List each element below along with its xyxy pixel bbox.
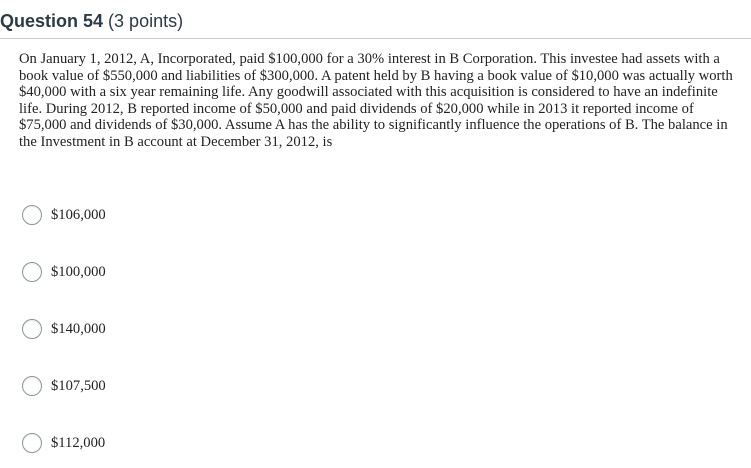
answer-label: $100,000 (51, 263, 106, 280)
question-number: Question 54 (0, 11, 104, 31)
answer-option-4[interactable] (22, 374, 106, 398)
answer-option-2[interactable] (22, 260, 106, 284)
question-text: On January 1, 2012, A, Incorporated, paid $100,000 for a 30% interest in B Corporation. This investee had assets with a book value of $550,000 and liabilities of $300,000. A patent held by B having a book value of $10,000 was actually worth $40,000 with a six year remaining life. Any goodwill associated with this acquisition is considered to have an indefinite life. During 2012, B reported income of $50,000 and paid dividends of $20,000 while in 2013 it reported income of $75,000 and dividends of $30,000. Assume A has the ability to significantly influence the operations of B. The balance in the Investment in B account at December 31, 2012, is (19, 51, 733, 150)
answer-label: $106,000 (51, 206, 106, 223)
radio-button[interactable] (22, 376, 42, 396)
question-header (0, 6, 751, 36)
answer-label: $140,000 (51, 320, 106, 337)
answer-option-1[interactable] (22, 203, 106, 227)
question-body (0, 38, 751, 467)
answer-option-3[interactable] (22, 317, 106, 341)
answer-list (0, 39, 751, 468)
radio-button[interactable] (22, 262, 42, 282)
radio-button[interactable] (22, 205, 42, 225)
answer-label: $107,500 (51, 377, 106, 394)
answer-label: $112,000 (51, 434, 106, 451)
radio-button[interactable] (22, 433, 42, 453)
radio-button[interactable] (22, 319, 42, 339)
question-points: (3 points) (108, 11, 184, 31)
answer-option-5[interactable] (22, 431, 105, 455)
